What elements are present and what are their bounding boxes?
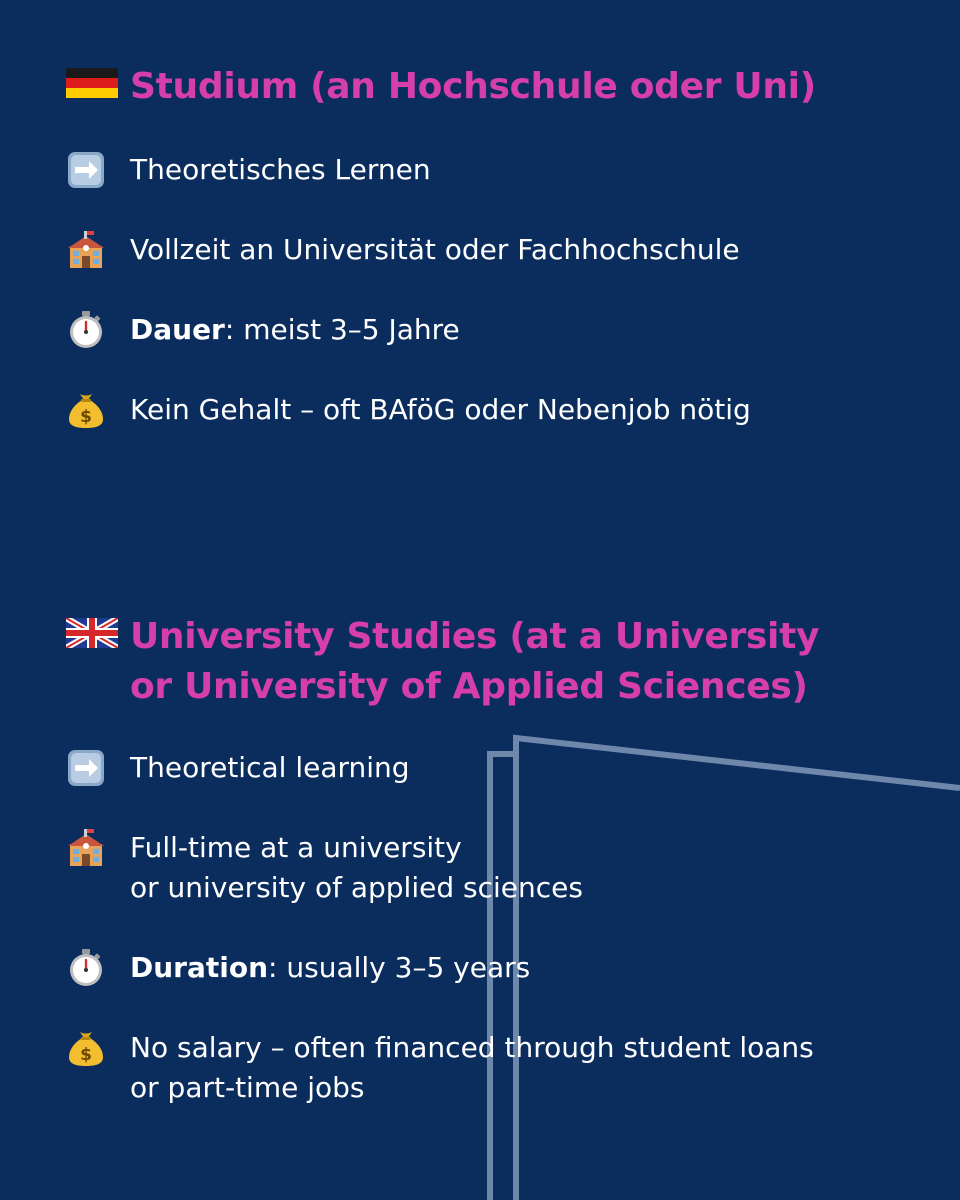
list-item bbox=[66, 948, 530, 988]
list-item bbox=[66, 230, 740, 270]
svg-text:$: $ bbox=[80, 1045, 92, 1065]
english-title-line-2: or University of Applied Sciences) bbox=[130, 666, 808, 707]
stopwatch-icon bbox=[66, 948, 106, 988]
item-text bbox=[130, 310, 460, 350]
list-item bbox=[66, 828, 583, 908]
item-text: Kein Gehalt – oft BAföG oder Nebenjob nötig bbox=[130, 393, 751, 426]
item-text: Theoretical learning bbox=[130, 751, 410, 784]
right-arrow-icon bbox=[66, 150, 106, 190]
english-heading bbox=[66, 612, 926, 712]
item-text-line-1: Full-time at a university bbox=[130, 831, 462, 864]
item-text-line-1: No salary – often financed through student loans bbox=[130, 1031, 814, 1064]
money-bag-icon bbox=[66, 1028, 106, 1068]
duration-value: : usually 3–5 years bbox=[268, 951, 531, 984]
right-arrow-icon bbox=[66, 748, 106, 788]
item-text: Vollzeit an Universität oder Fachhochschule bbox=[130, 233, 740, 266]
german-heading bbox=[66, 62, 926, 112]
duration-label: Duration bbox=[130, 951, 269, 984]
english-title bbox=[130, 612, 819, 712]
money-bag-icon bbox=[66, 390, 106, 430]
german-section bbox=[66, 62, 926, 462]
item-text-line-2: or university of applied sciences bbox=[130, 871, 583, 904]
english-title-line-1: University Studies (at a University bbox=[130, 616, 820, 657]
school-building-icon bbox=[66, 230, 106, 270]
list-item bbox=[66, 150, 431, 190]
duration-value: : meist 3–5 Jahre bbox=[224, 313, 460, 346]
germany-flag-icon bbox=[66, 68, 118, 98]
list-item bbox=[66, 748, 410, 788]
duration-label: Dauer bbox=[130, 313, 225, 346]
stopwatch-icon bbox=[66, 310, 106, 350]
item-text bbox=[130, 948, 530, 988]
list-item bbox=[66, 1028, 814, 1108]
list-item bbox=[66, 390, 751, 430]
svg-text:$: $ bbox=[80, 407, 92, 427]
english-section bbox=[66, 612, 926, 1132]
item-text: Theoretisches Lernen bbox=[130, 153, 431, 186]
item-text-line-2: or part-time jobs bbox=[130, 1071, 365, 1104]
list-item bbox=[66, 310, 460, 350]
item-text bbox=[130, 828, 583, 908]
uk-flag-icon bbox=[66, 618, 118, 648]
school-building-icon bbox=[66, 828, 106, 868]
german-title: Studium (an Hochschule oder Uni) bbox=[130, 66, 816, 107]
item-text bbox=[130, 1028, 814, 1108]
